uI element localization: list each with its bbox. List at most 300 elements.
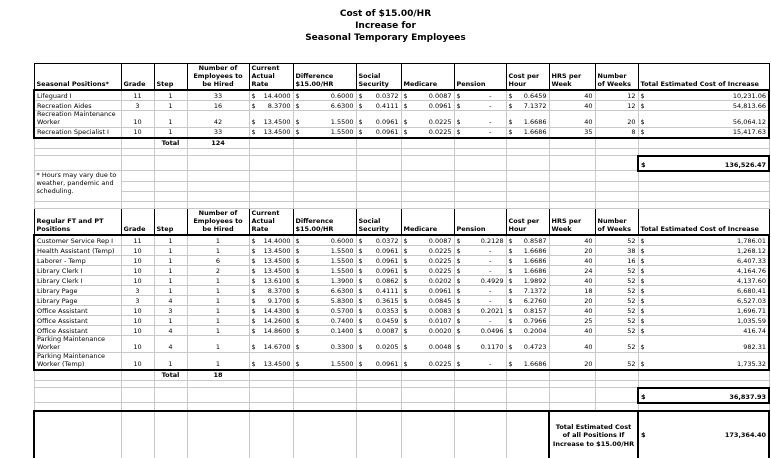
amount: 13.4500 [263,266,291,275]
cell [506,286,549,296]
cell [638,101,769,111]
currency-symbol: $ [403,91,408,100]
cell [401,336,454,353]
cell [401,326,454,336]
money-value [296,258,354,266]
currency-symbol: $ [508,326,513,335]
money-value [359,298,399,306]
currency-symbol: $ [508,128,513,137]
amount: 0.2128 [480,236,504,245]
cell [506,201,549,208]
table-row [34,266,769,276]
amount: 0.0862 [375,276,399,285]
cell [638,191,769,201]
amount: 0.0459 [375,316,399,325]
cell [293,411,356,458]
amount: 0.0225 [428,256,452,265]
money-value [457,298,504,306]
currency-symbol: $ [640,91,645,100]
cell: 10 [121,326,154,336]
currency-symbol: $ [508,316,513,325]
money-value [296,93,354,101]
table-row [34,276,769,286]
cell [187,201,249,208]
cell [401,256,454,266]
cell: 10 [121,266,154,276]
money-value [509,103,547,111]
cell: 1 [187,296,249,306]
table-row [34,90,769,101]
cell [506,111,549,128]
money-value [252,258,291,266]
cell: 16 [595,256,638,266]
money-value [641,288,767,296]
cell [595,148,638,156]
cell: 1 [154,101,187,111]
currency-symbol: $ [358,91,363,100]
amount: 0.0845 [428,296,452,305]
cell: 10 [121,256,154,266]
cell [154,156,187,171]
cell [401,127,454,138]
amount: 173,364.40 [724,430,766,439]
cell [293,138,356,149]
amount: - [489,128,492,137]
cell [293,111,356,128]
cell: 40 [549,326,595,336]
cell: 1 [154,266,187,276]
cell [34,370,121,381]
money-value [509,298,547,306]
money-value [252,268,291,276]
amount: 0.8587 [523,236,547,245]
currency-symbol: $ [295,118,300,127]
cell [356,266,401,276]
money-value [296,361,354,369]
money-value [359,103,399,111]
cell [401,276,454,286]
cell [154,191,187,201]
currency-symbol: $ [456,343,461,352]
table-row [34,246,769,256]
cell: 52 [595,316,638,326]
money-value [359,278,399,286]
amount: 9.1700 [267,296,291,305]
money-value [641,318,767,326]
cell [293,266,356,276]
cell [356,316,401,326]
amount: 6,680.41 [737,286,766,295]
cell [506,256,549,266]
cell [356,352,401,369]
currency-symbol: $ [508,118,513,127]
amount: 0.0961 [375,118,399,127]
cell: 10 [121,246,154,256]
cell [356,388,401,403]
header-cell: Difference $15.00/HR [293,208,356,235]
cell [121,388,154,403]
currency-symbol: $ [456,246,461,255]
cell: 1 [154,127,187,138]
currency-symbol: $ [358,296,363,305]
cell [249,370,293,381]
cell: 16 [187,101,249,111]
amount: 13.4500 [263,256,291,265]
cell [638,127,769,138]
cell [549,403,595,411]
cell: 52 [595,276,638,286]
money-value [359,238,399,246]
currency-symbol: $ [640,276,645,285]
cell [506,380,549,388]
cell: 1 [154,90,187,101]
cell: 11 [121,235,154,246]
cell: 52 [595,336,638,353]
cell [638,138,769,149]
footnote-cell: * Hours may vary due to weather, pandemic and scheduling. [34,171,121,202]
cell [506,191,549,201]
cell [356,403,401,411]
cell: 20 [595,111,638,128]
header-cell: Total Estimated Cost of Increase [638,64,769,91]
currency-symbol: $ [456,236,461,245]
currency-symbol: $ [640,296,645,305]
cell [356,201,401,208]
cell [638,111,769,128]
cell [454,352,506,369]
cell [595,370,638,381]
currency-symbol: $ [640,118,645,127]
cell [638,276,769,286]
currency-symbol: $ [640,286,645,295]
table-row [34,336,769,353]
currency-symbol: $ [456,118,461,127]
amount: 0.2004 [523,326,547,335]
money-value [509,288,547,296]
money-value [641,298,767,306]
header-cell: Medicare [401,208,454,235]
currency-symbol: $ [456,306,461,315]
cell: Parking Maintenance Worker [34,336,121,353]
cell: 3 [121,101,154,111]
amount: 1.5500 [330,359,354,368]
currency-symbol: $ [508,246,513,255]
amount: 8.3700 [267,286,291,295]
currency-symbol: $ [508,256,513,265]
currency-symbol: $ [251,101,256,110]
cell [595,181,638,191]
amount: - [489,91,492,100]
money-value [296,344,354,352]
money-value [359,344,399,352]
cell [356,171,401,182]
amount: 0.0202 [428,276,452,285]
cell [356,336,401,353]
cell [401,286,454,296]
money-value [457,129,504,137]
currency-symbol: $ [508,91,513,100]
header-cell: Pension [454,208,506,235]
currency-symbol: $ [640,128,645,137]
money-value [509,258,547,266]
money-value [296,298,354,306]
cell: 18 [187,370,249,381]
total-row [34,138,769,149]
grand-total-value [638,411,769,458]
cell: 3 [154,306,187,316]
cell [595,138,638,149]
money-value [641,328,767,336]
cell [121,380,154,388]
cell [34,388,121,403]
table-row [34,316,769,326]
cell: 33 [187,90,249,101]
amount: 0.0961 [375,359,399,368]
cell [638,316,769,326]
cell [249,266,293,276]
cell [121,156,154,171]
cell: Recreation Specialist I [34,127,121,138]
page-title [0,8,771,44]
currency-symbol: $ [508,296,513,305]
cell [34,403,121,411]
amount: 6,407.33 [737,256,766,265]
currency-symbol: $ [295,246,300,255]
money-value [252,278,291,286]
cell [356,181,401,191]
currency-symbol: $ [508,359,513,368]
money-value [509,278,547,286]
cell [121,403,154,411]
spacer-row [34,148,769,156]
cell [121,191,154,201]
amount: 416.74 [743,326,766,335]
currency-symbol: $ [508,276,513,285]
cell [454,306,506,316]
cell [187,148,249,156]
cell [506,388,549,403]
currency-symbol: $ [640,101,645,110]
money-value [252,103,291,111]
cell [34,380,121,388]
currency-symbol: $ [641,392,646,401]
cell: 3 [121,296,154,306]
currency-symbol: $ [251,316,256,325]
cell [293,326,356,336]
cell: 4 [154,336,187,353]
amount: 4,164.76 [737,266,766,275]
cell [401,388,454,403]
amount: 0.0225 [428,359,452,368]
currency-symbol: $ [251,286,256,295]
money-value [509,344,547,352]
cell [293,256,356,266]
header-cell: HRS per Week [549,64,595,91]
money-value [359,129,399,137]
money-value [641,248,767,256]
cell [401,181,454,191]
currency-symbol: $ [508,101,513,110]
cell [187,380,249,388]
cell [293,201,356,208]
cell: Office Assistant [34,306,121,316]
money-value [641,344,767,352]
currency-symbol: $ [403,246,408,255]
cell [249,181,293,191]
cell [638,148,769,156]
cell: 12 [595,90,638,101]
currency-symbol: $ [403,296,408,305]
cell [249,276,293,286]
header-cell: HRS per Week [549,208,595,235]
cell [506,296,549,306]
amount: 0.3300 [330,343,354,352]
cell: 40 [549,101,595,111]
cell [401,246,454,256]
cell [401,156,454,171]
title-line-3: Seasonal Temporary Employees [305,33,466,43]
money-value [404,119,452,127]
currency-symbol: $ [295,359,300,368]
table-row [34,127,769,138]
amount: 0.0048 [428,343,452,352]
currency-symbol: $ [640,246,645,255]
money-value [457,361,504,369]
cell: 10 [121,336,154,353]
cell: Customer Service Rep I [34,235,121,246]
cell [293,276,356,286]
cell: Parking Maintenance Worker (Temp) [34,352,121,369]
amount: 13.4500 [263,246,291,255]
cell [401,111,454,128]
money-value [296,103,354,111]
amount: 54,813.66 [732,101,766,110]
cell [249,156,293,171]
money-value [296,129,354,137]
cell [356,286,401,296]
money-value [296,238,354,246]
cell: 52 [595,266,638,276]
cell [293,388,356,403]
header-cell: Step [154,64,187,91]
subtotal-cell [638,388,769,403]
header-cell: Number of Weeks [595,208,638,235]
cell: 40 [549,235,595,246]
cell [356,411,401,458]
cell [454,111,506,128]
cell [638,256,769,266]
cell [293,148,356,156]
money-value [509,318,547,326]
currency-symbol: $ [295,306,300,315]
money-value [404,344,452,352]
amount: 5.8300 [330,296,354,305]
amount: 0.7400 [330,316,354,325]
cell [454,90,506,101]
cell [595,403,638,411]
table-row [34,101,769,111]
cell [638,171,769,182]
money-value [359,288,399,296]
cell: 25 [549,316,595,326]
amount: 14.4300 [263,306,291,315]
cell [293,336,356,353]
cell [356,156,401,171]
amount: 0.0225 [428,128,452,137]
currency-symbol: $ [640,266,645,275]
cell [249,316,293,326]
cell [293,380,356,388]
cell: 10 [121,316,154,326]
money-value [252,93,291,101]
money-value [641,432,766,440]
amount: 982.31 [743,343,766,352]
money-value [252,238,291,246]
cell [595,201,638,208]
cell [454,256,506,266]
amount: 0.4111 [375,286,399,295]
cell [506,181,549,191]
header-cell: Difference $15.00/HR [293,64,356,91]
currency-symbol: $ [456,316,461,325]
cell [187,388,249,403]
money-value [641,278,767,286]
cell [506,246,549,256]
spacer-row [34,380,769,388]
currency-symbol: $ [251,128,256,137]
currency-symbol: $ [358,256,363,265]
amount: 14.4000 [263,236,291,245]
money-value [457,119,504,127]
cell: 52 [595,286,638,296]
amount: 0.0961 [375,128,399,137]
amount: - [489,266,492,275]
cell [638,370,769,381]
cell: 20 [549,296,595,306]
amount: 0.0107 [428,316,452,325]
cell [121,148,154,156]
money-value [404,103,452,111]
money-value [509,248,547,256]
cell: 1 [154,352,187,369]
amount: 1.5500 [330,128,354,137]
cell [356,111,401,128]
money-value [641,129,767,137]
currency-symbol: $ [251,343,256,352]
cell [356,306,401,316]
cell [249,380,293,388]
currency-symbol: $ [251,91,256,100]
cell [595,388,638,403]
cell [506,326,549,336]
money-value [404,129,452,137]
cell: 24 [549,266,595,276]
money-value [359,93,399,101]
header-cell: Total Estimated Cost of Increase [638,208,769,235]
cell: 1 [187,326,249,336]
cell [454,201,506,208]
money-value [296,268,354,276]
money-value [404,298,452,306]
amount: 1.6686 [523,118,547,127]
table-row [34,111,769,128]
amount: 36,837.93 [729,392,766,401]
cell: 6 [187,256,249,266]
cell: 1 [154,316,187,326]
currency-symbol: $ [456,256,461,265]
cell [249,171,293,182]
amount: 0.0225 [428,118,452,127]
